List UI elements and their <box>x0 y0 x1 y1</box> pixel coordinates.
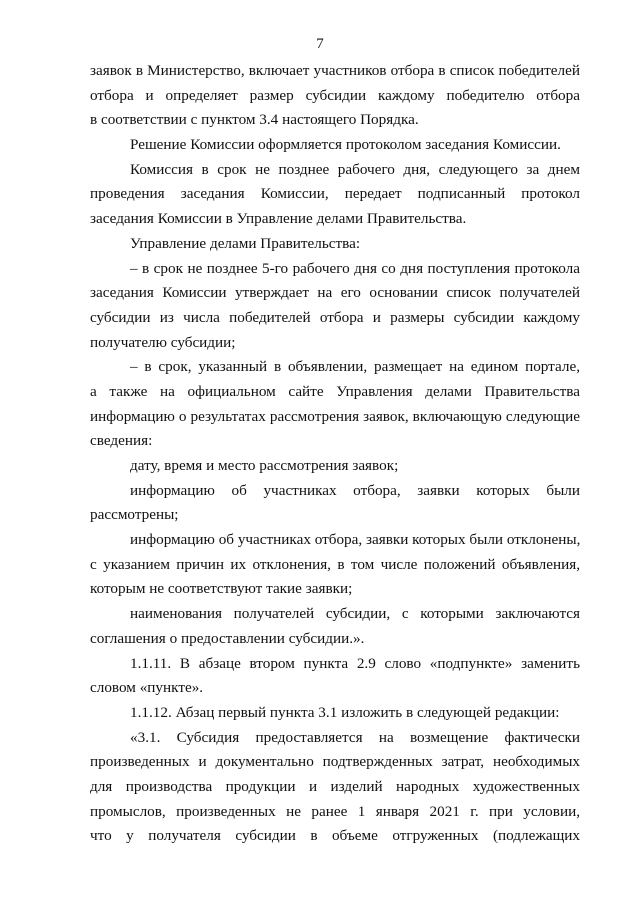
text-line: 1.1.11. В абзаце втором пункта 2.9 слово «подпункте» заменить <box>130 654 580 672</box>
text-line: информацию об участниках отбора, заявки которых были <box>130 481 580 499</box>
text-line: – в срок не позднее 5-го рабочего дня со дня поступления протокола <box>130 259 580 277</box>
text-line: Комиссия в срок не позднее рабочего дня, следующего за днем <box>130 160 580 178</box>
text-line: информацию о результатах рассмотрения заявок, включающую следующие <box>90 407 580 425</box>
text-line: Решение Комиссии оформляется протоколом заседания Комиссии. <box>130 136 561 154</box>
text-line: информацию об участниках отбора, заявки которых были отклонены, <box>130 531 581 549</box>
text-line: 1.1.12. Абзац первый пункта 3.1 изложить в следующей редакции: <box>130 703 560 721</box>
text-line: заседания Комиссии в Управление делами Правительства. <box>90 210 467 228</box>
text-line: «3.1. Субсидия предоставляется на возмещение фактически <box>130 728 580 746</box>
text-line: субсидии из числа победителей отбора и размеры субсидии каждому <box>90 308 580 326</box>
text-line: для производства продукции и изделий народных художественных <box>90 777 580 795</box>
text-line: рассмотрены; <box>90 506 179 524</box>
text-line: получателю субсидии; <box>90 333 236 351</box>
text-line: с указанием причин их отклонения, в том числе положений объявления, <box>90 555 580 573</box>
text-line: что у получателя субсидии в объеме отгруженных (подлежащих <box>90 827 580 845</box>
text-line: сведения: <box>90 432 153 450</box>
text-line: отбора и определяет размер субсидии каждому победителю отбора <box>90 86 580 104</box>
text-line: соглашения о предоставлении субсидии.». <box>90 629 365 647</box>
text-line: произведенных и документально подтвержденных затрат, необходимых <box>90 753 580 771</box>
text-line: словом «пункте». <box>90 679 204 697</box>
text-line: дату, время и место рассмотрения заявок; <box>130 457 399 474</box>
text-line: заявок в Министерство, включает участников отбора в список победителей <box>90 62 580 79</box>
text-line: заседания Комиссии утверждает на его основании список получателей <box>90 284 580 302</box>
page-number: 7 <box>316 36 324 52</box>
document-body <box>90 59 580 849</box>
text-line: промыслов, произведенных не ранее 1 января 2021 г. при условии, <box>90 802 580 820</box>
text-line: а также на официальном сайте Управления делами Правительства <box>90 382 580 400</box>
text-line: – в срок, указанный в объявлении, размещает на едином портале, <box>130 358 580 376</box>
text-line: наименования получателей субсидии, с которыми заключаются <box>130 605 580 623</box>
text-line: в соответствии с пунктом 3.4 настоящего Порядка. <box>90 111 419 129</box>
text-line: которым не соответствуют такие заявки; <box>90 580 353 598</box>
text-line: проведения заседания Комиссии, передает подписанный протокол <box>90 185 580 203</box>
text-line: Управление делами Правительства: <box>130 234 361 252</box>
